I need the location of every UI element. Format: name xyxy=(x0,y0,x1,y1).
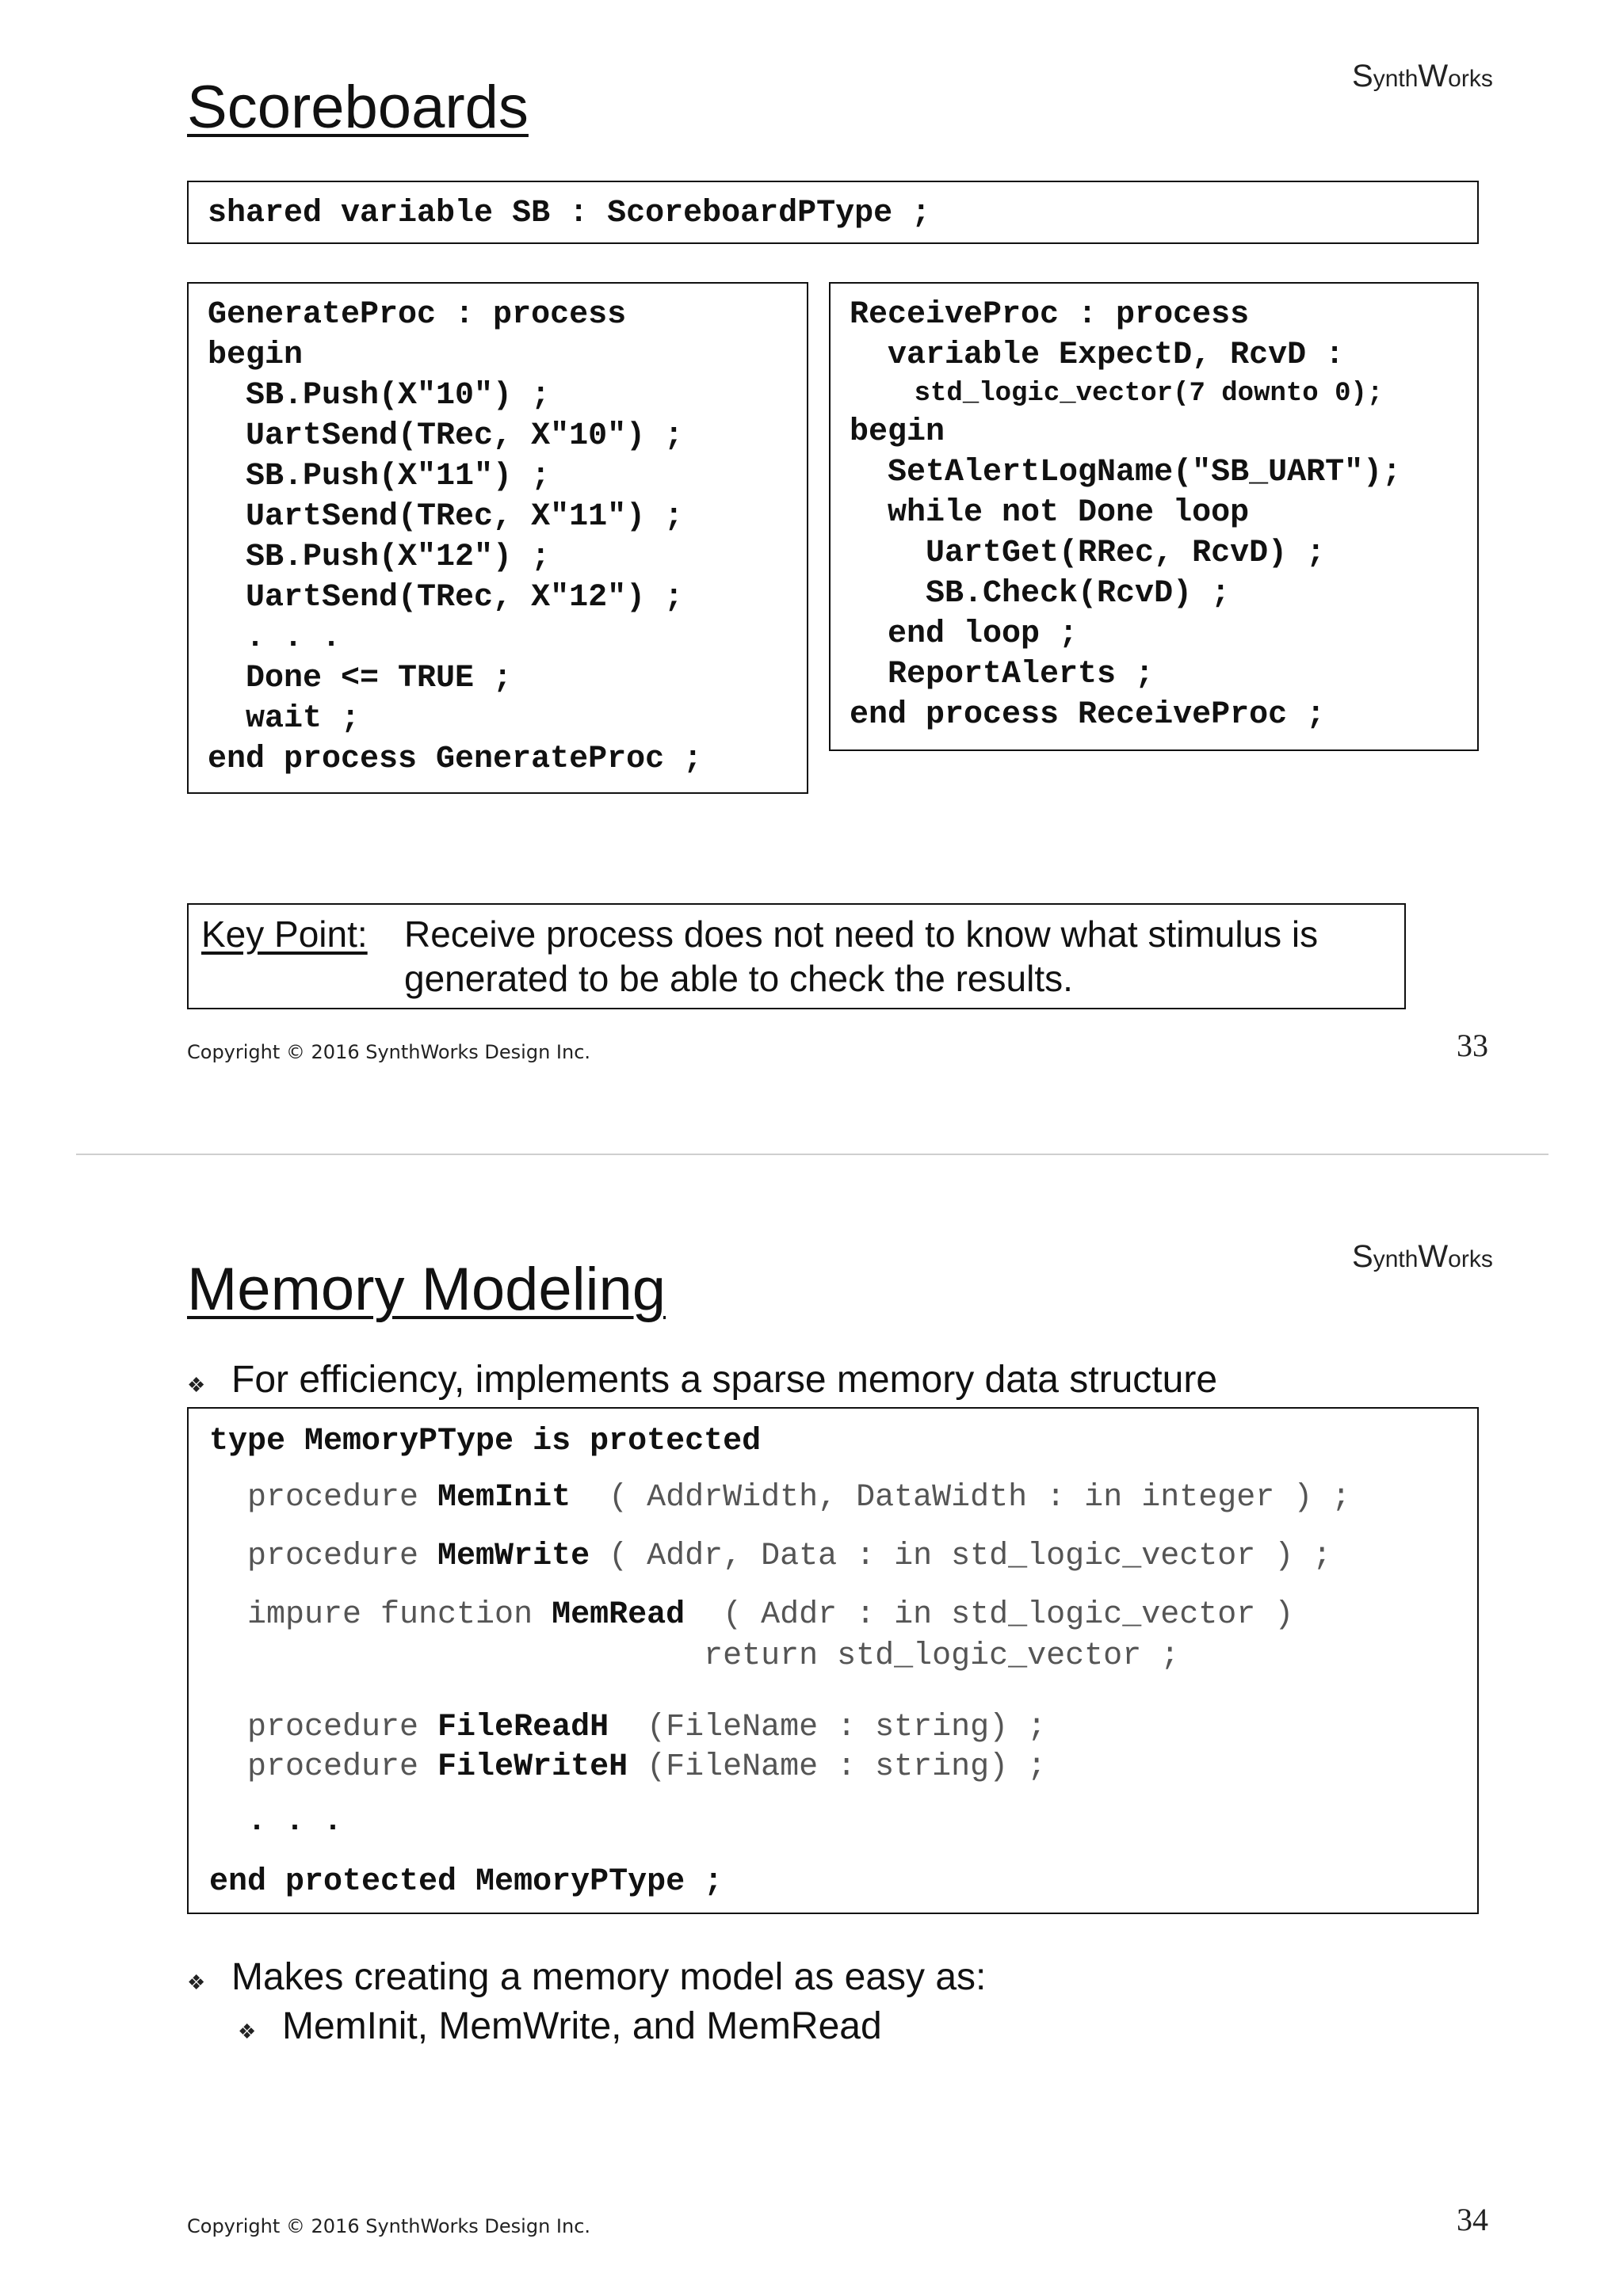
shared-variable-line: shared variable SB : ScoreboardPType ; xyxy=(208,196,931,231)
code-line: UartSend(TRec, X"12") ; xyxy=(208,580,684,616)
shared-variable-box xyxy=(187,181,1479,244)
code-header: type MemoryPType is protected xyxy=(209,1424,762,1459)
bullet-easy: ❖ Makes creating a memory model as easy as: xyxy=(187,1956,987,1998)
brand-logo: SynthWorks xyxy=(1352,59,1493,93)
code-line: wait ; xyxy=(208,701,361,737)
copyright: Copyright © 2016 SynthWorks Design Inc. xyxy=(187,1041,591,1063)
code-line: . . . xyxy=(208,620,342,656)
code-memwrite: procedure MemWrite ( Addr, Data : in std_logic_vector ) ; xyxy=(209,1539,1332,1574)
page-title: Memory Modeling xyxy=(187,1256,666,1323)
code-line: ReportAlerts ; xyxy=(850,657,1155,692)
code-line: ReceiveProc : process xyxy=(850,297,1250,333)
key-point-line2: generated to be able to check the results. xyxy=(404,958,1073,999)
brand-logo: SynthWorks xyxy=(1352,1239,1493,1274)
code-line: end process ReceiveProc ; xyxy=(850,697,1326,733)
bullet-easy-sub: ❖ MemInit, MemWrite, and MemRead xyxy=(238,2005,882,2047)
code-filewriteh: procedure FileWriteH (FileName : string) ; xyxy=(209,1749,1047,1785)
code-line: end process GenerateProc ; xyxy=(208,742,703,777)
generate-proc-box xyxy=(187,282,808,794)
receive-proc-box xyxy=(829,282,1479,751)
page-title: Scoreboards xyxy=(187,74,529,141)
code-line: SB.Push(X"12") ; xyxy=(208,540,551,575)
diamond-bullet-icon: ❖ xyxy=(187,1970,206,1994)
key-point-box xyxy=(187,903,1406,1009)
code-memread: impure function MemRead ( Addr : in std_logic_vector ) xyxy=(209,1597,1294,1633)
code-memread-return: return std_logic_vector ; xyxy=(209,1638,1180,1674)
diamond-bullet-icon: ❖ xyxy=(238,2019,257,2043)
code-line: SB.Push(X"11") ; xyxy=(208,459,551,494)
code-filereadh: procedure FileReadH (FileName : string) ; xyxy=(209,1710,1047,1745)
code-footer: end protected MemoryPType ; xyxy=(209,1864,724,1900)
copyright: Copyright © 2016 SynthWorks Design Inc. xyxy=(187,2215,591,2237)
page-number: 34 xyxy=(1457,2202,1488,2237)
key-point-line1: Receive process does not need to know what stimulus is xyxy=(404,913,1319,955)
code-line: begin xyxy=(850,414,945,450)
code-line: UartSend(TRec, X"10") ; xyxy=(208,418,684,454)
code-line: std_logic_vector(7 downto 0); xyxy=(850,379,1384,409)
memory-ptype-code-box xyxy=(187,1407,1479,1914)
generate-proc-code xyxy=(208,295,794,786)
bullet-efficiency: ❖ For efficiency, implements a sparse memory data structure xyxy=(187,1359,1218,1401)
code-line: Done <= TRUE ; xyxy=(208,661,513,696)
code-line: variable ExpectD, RcvD : xyxy=(850,338,1345,373)
code-line: begin xyxy=(208,338,304,373)
code-line: UartSend(TRec, X"11") ; xyxy=(208,499,684,535)
code-meminit: procedure MemInit ( AddrWidth, DataWidth : in integer ) ; xyxy=(209,1480,1351,1516)
code-ellipsis: . . . xyxy=(209,1804,343,1840)
code-line: GenerateProc : process xyxy=(208,297,627,333)
code-line: end loop ; xyxy=(850,616,1079,652)
code-line: while not Done loop xyxy=(850,495,1250,531)
code-line: SB.Check(RcvD) ; xyxy=(850,576,1231,612)
code-line: UartGet(RRec, RcvD) ; xyxy=(850,536,1326,571)
key-point-label: Key Point: xyxy=(201,913,368,955)
diamond-bullet-icon: ❖ xyxy=(187,1373,206,1397)
code-line: SetAlertLogName("SB_UART"); xyxy=(850,455,1402,490)
code-line: SB.Push(X"10") ; xyxy=(208,378,551,414)
page-divider xyxy=(76,1154,1549,1155)
receive-proc-code xyxy=(850,295,1468,746)
page-number: 33 xyxy=(1457,1028,1488,1063)
